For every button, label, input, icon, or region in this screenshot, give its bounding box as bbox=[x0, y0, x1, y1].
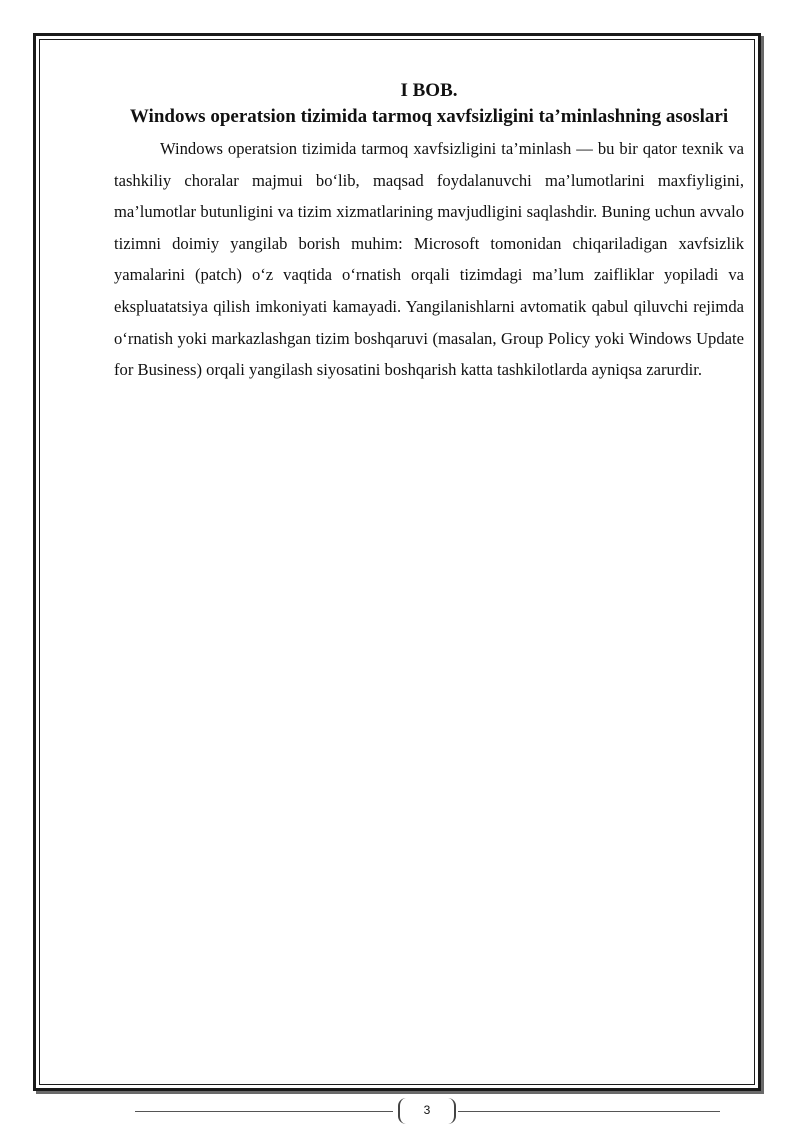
page-content bbox=[114, 80, 744, 386]
chapter-number: I BOB. bbox=[400, 80, 458, 101]
footer-line-left bbox=[135, 1111, 393, 1112]
chapter-title: Windows operatsion tizimida tarmoq xavfsizligini ta’minlashning asoslari bbox=[129, 106, 729, 127]
page-number: 3 bbox=[398, 1098, 456, 1124]
page-border-shadow-bottom bbox=[36, 1091, 764, 1094]
body-paragraph: Windows operatsion tizimida tarmoq xavfsizligini ta’minlash — bu bir qator texnik va tashkiliy choralar majmui bo‘lib, maqsad foydalanuvchi ma’lumotlarini maxfiyligini, ma’lumotlar butunligini va tizim xizmatlarining mavjudligini saqlashdir. Buning uchun avvalo tizimni doimiy yangilab borish muhim: Microsoft tomonidan chiqariladigan xavfsizlik yamalarini (patch) o‘z vaqtida o‘rnatish orqali tizimdagi ma’lum zaifliklar yopiladi va ekspluatatsiya qilish imkoniyati kamayadi. Yangilanishlarni avtomatik qabul qiluvchi rejimda o‘rnatish yoki markazlashgan tizim boshqaruvi (masalan, Group Policy yoki Windows Update for Business) orqali yangilash siyosatini boshqarish katta tashkilotlarda ayniqsa zarurdir. bbox=[114, 139, 744, 380]
footer-line-right bbox=[458, 1111, 720, 1112]
page-border-shadow-right bbox=[761, 36, 764, 1094]
